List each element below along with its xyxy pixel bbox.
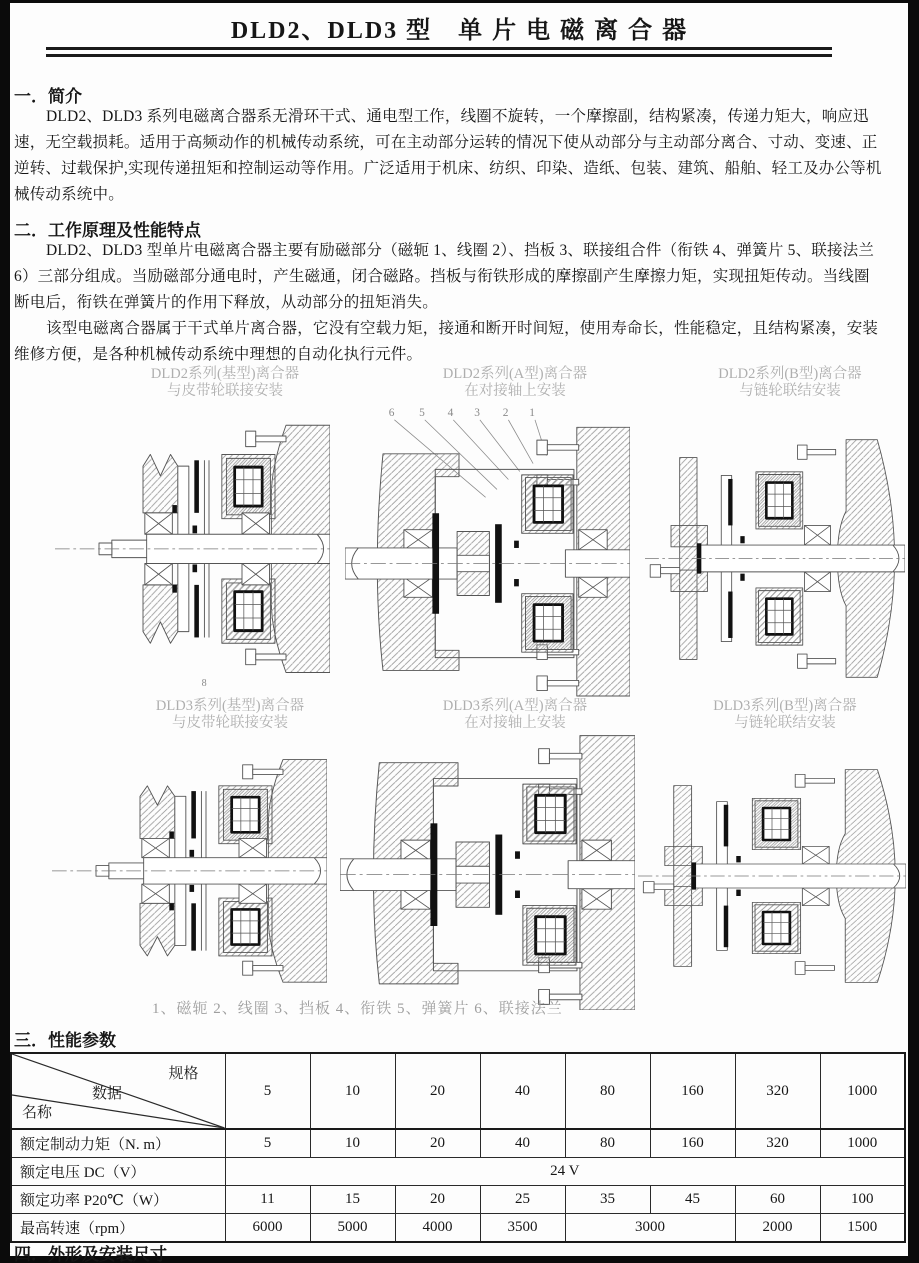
section-1-heading: 一．简介 (14, 87, 82, 106)
table-cell: 6000 (225, 1214, 310, 1243)
table-cell: 3000 (565, 1214, 735, 1243)
intro-paragraph: DLD2、DLD3 系列电磁离合器系无滑环干式、通电型工作，线圈不旋转，一个摩擦副，结构紧凑，传递力矩大，响应迅 速，无空载损耗。适用于高频动作的机械传动系统，可在主动部分运转的情况下使从动部分与主动部分离合、寸动、变速、正 逆转、过载保护,实现传递扭矩和控制运动等作用。广泛适用于机床、纺织、印染、造纸、包装、建筑、船舶、轻工及办公等机 械传动系统中。 (14, 108, 882, 203)
page-border-left (0, 0, 10, 1263)
table-row-speed (11, 1214, 905, 1243)
row-label: 额定制动力矩（N. m） (11, 1129, 225, 1158)
svg-text:1: 1 (529, 405, 535, 419)
section-2-heading: 二．工作原理及性能特点 (14, 221, 201, 240)
table-cell: 25 (480, 1186, 565, 1214)
svg-text:2: 2 (502, 405, 509, 419)
table-cell: 20 (395, 1129, 480, 1158)
page-border-right (908, 0, 919, 1263)
callout-numbers (389, 406, 535, 419)
table-cell: 5 (225, 1129, 310, 1158)
table-cell: 80 (565, 1129, 650, 1158)
figure-dld3-base-drawing (52, 735, 327, 998)
table-cell: 60 (735, 1186, 820, 1214)
figure-dld2-base-drawing (55, 398, 330, 690)
figure-caption-dld2-a: DLD2系列(A型)离合器 在对接轴上安装 (442, 366, 588, 399)
row-label: 最高转速（rpm） (11, 1214, 225, 1243)
svg-text:3: 3 (474, 405, 480, 419)
table-cell: 40 (480, 1129, 565, 1158)
section-4-heading: 四．外形及安装尺寸 (14, 1245, 167, 1263)
table-cell: 160 (650, 1129, 735, 1158)
figure-caption-dld3-base: DLD3系列(基型)离合器 与皮带轮联接安装 (155, 698, 305, 731)
spec-column-header: 5 (225, 1053, 310, 1129)
figure-caption-dld3-b: DLD3系列(B型)离合器 与链轮联结安装 (713, 698, 857, 731)
table-row-torque (11, 1129, 905, 1158)
table-cell: 5000 (310, 1214, 395, 1243)
spec-column-header: 1000 (820, 1053, 905, 1129)
section-3-heading: 三．性能参数 (14, 1031, 116, 1050)
spec-column-header: 160 (650, 1053, 735, 1129)
corner-label-data: 数据 (92, 1086, 123, 1102)
principle-paragraph-2: 该型电磁离合器属于干式单片离合器，它没有空载力矩，接通和断开时间短，使用寿命长，性能稳定，且结构紧凑，安装 维修方便，是各种机械传动系统中理想的自动化执行元件。 (14, 320, 879, 363)
table-corner-cell (11, 1053, 225, 1129)
table-cell: 320 (735, 1129, 820, 1158)
figure-parts-legend: 1、磁轭 2、线圈 3、挡板 4、衔铁 5、弹簧片 6、联接法兰 (152, 1001, 563, 1017)
spec-column-header: 20 (395, 1053, 480, 1129)
row-label: 额定电压 DC（V） (11, 1158, 225, 1186)
principle-paragraph-1: DLD2、DLD3 型单片电磁离合器主要有励磁部分（磁轭 1、线圈 2）、挡板 3、联接组合件（衔铁 4、弹簧片 5、联接法兰 6）三部分组成。当励磁部分通电时，产生磁通，闭合磁路。挡板与衔铁形成的摩擦副产生摩擦力矩，实现扭矩传动。当线圈 断电后，衔铁在弹簧片的作用下释放，从动部分的扭矩消失。 (14, 242, 875, 311)
table-cell: 11 (225, 1186, 310, 1214)
performance-table (10, 1052, 906, 1243)
svg-text:6: 6 (388, 405, 395, 419)
figure-dld2-a-drawing (345, 400, 630, 698)
table-cell: 1000 (820, 1129, 905, 1158)
spec-column-header: 80 (565, 1053, 650, 1129)
figure-caption-dld2-base: DLD2系列(基型)离合器 与皮带轮联接安装 (150, 366, 300, 399)
table-cell: 10 (310, 1129, 395, 1158)
row-label: 额定功率 P20℃（W） (11, 1186, 225, 1214)
table-row-power (11, 1186, 905, 1214)
page-border-top (10, 0, 919, 3)
table-cell: 45 (650, 1186, 735, 1214)
figure-dld3-a-drawing (340, 730, 635, 1010)
table-cell: 15 (310, 1186, 395, 1214)
title-divider (46, 47, 832, 57)
svg-text:4: 4 (447, 405, 454, 419)
table-cell: 100 (820, 1186, 905, 1214)
figure-dld3-b-drawing (638, 752, 906, 992)
svg-text:8: 8 (201, 677, 207, 690)
table-cell: 20 (395, 1186, 480, 1214)
corner-label-name: 名称 (22, 1105, 53, 1121)
table-cell: 2000 (735, 1214, 820, 1243)
table-cell-voltage: 24 V (225, 1158, 905, 1186)
spec-column-header: 10 (310, 1053, 395, 1129)
table-cell: 35 (565, 1186, 650, 1214)
svg-text:5: 5 (419, 405, 425, 419)
spec-column-header: 40 (480, 1053, 565, 1129)
page-title: DLD2、DLD3 型 单 片 电 磁 离 合 器 (230, 18, 689, 44)
table-row-voltage (11, 1158, 905, 1186)
table-cell: 3500 (480, 1214, 565, 1243)
table-cell: 1500 (820, 1214, 905, 1243)
figure-dld2-b-drawing (645, 420, 905, 688)
figure-caption-dld3-a: DLD3系列(A型)离合器 在对接轴上安装 (442, 698, 588, 731)
figure-caption-dld2-b: DLD2系列(B型)离合器 与链轮联结安装 (718, 366, 862, 399)
table-cell: 4000 (395, 1214, 480, 1243)
spec-column-header: 320 (735, 1053, 820, 1129)
corner-label-spec: 规格 (168, 1066, 199, 1082)
